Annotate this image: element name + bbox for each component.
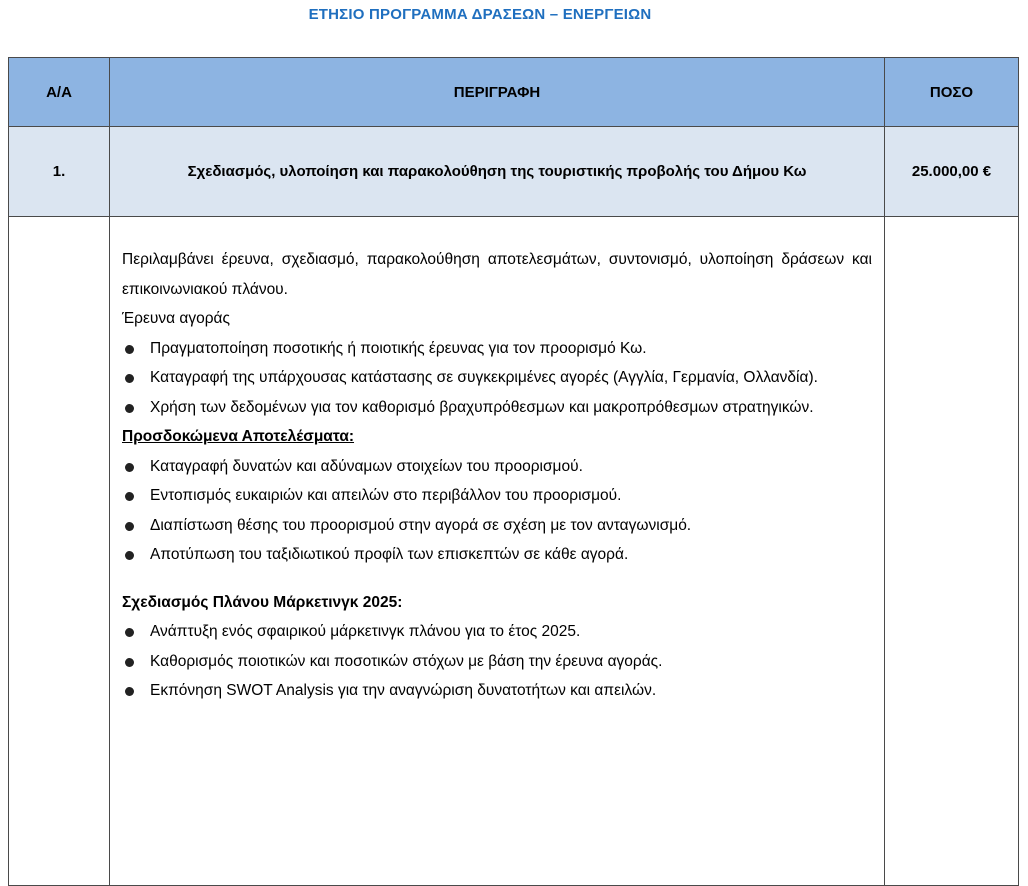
list-item-text: Χρήση των δεδομένων για τον καθορισμό βραχυπρόθεσμων και μακροπρόθεσμων στρατηγικών. [150, 398, 814, 416]
list-item-text: Καθορισμός ποιοτικών και ποσοτικών στόχων με βάση την έρευνα αγοράς. [150, 652, 663, 670]
bullet-icon [125, 687, 134, 696]
market-research-list [122, 334, 872, 423]
market-research-label: Έρευνα αγοράς [122, 310, 230, 327]
details-number-cell [9, 217, 110, 886]
intro-paragraph: Περιλαμβάνει έρευνα, σχεδιασμό, παρακολούθηση αποτελεσμάτων, συντονισμό, υλοποίηση δράσεων και επικοινωνιακού πλάνου. [122, 251, 872, 298]
list-item [122, 481, 872, 511]
list-item-text: Ανάπτυξη ενός σφαιρικού μάρκετινγκ πλάνου για το έτος 2025. [150, 623, 581, 640]
document-title: ΕΤΗΣΙΟ ΠΡΟΓΡΑΜΜΑ ΔΡΑΣΕΩΝ – ΕΝΕΡΓΕΙΩΝ [308, 6, 652, 23]
bullet-icon [125, 345, 134, 354]
row-amount: 25.000,00 € [885, 127, 1019, 217]
list-item [122, 617, 872, 647]
list-item [122, 334, 872, 364]
header-number: Α/Α [9, 58, 110, 127]
table-row-details [9, 217, 1019, 886]
list-item-text: Εντοπισμός ευκαιριών και απειλών στο περιβάλλον του προορισμού. [150, 487, 622, 504]
expected-results-label: Προσδοκώμενα Αποτελέσματα: [122, 428, 355, 445]
bullet-icon [125, 522, 134, 531]
bullet-icon [125, 658, 134, 667]
list-item [122, 647, 872, 677]
marketing-plan-label: Σχεδιασμός Πλάνου Μάρκετινγκ 2025: [122, 593, 403, 611]
bullet-icon [125, 463, 134, 472]
list-item [122, 676, 872, 706]
table-header-row [9, 58, 1019, 127]
header-description: ΠΕΡΙΓΡΑΦΗ [110, 58, 885, 127]
bullet-icon [125, 492, 134, 501]
details-amount-cell [885, 217, 1019, 886]
bullet-icon [125, 404, 134, 413]
list-item [122, 393, 872, 423]
row-number: 1. [9, 127, 110, 217]
row-description: Σχεδιασμός, υλοποίηση και παρακολούθηση της τουριστικής προβολής του Δήμου Κω [110, 127, 885, 217]
list-item-text: Διαπίστωση θέσης του προορισμού στην αγορά σε σχέση με τον ανταγωνισμό. [150, 516, 692, 534]
details-description-cell [110, 217, 885, 886]
list-item [122, 363, 872, 393]
list-item [122, 540, 872, 570]
list-item [122, 511, 872, 541]
list-item-text: Καταγραφή της υπάρχουσας κατάστασης σε συγκεκριμένες αγορές (Αγγλία, Γερμανία, Ολλανδία). [150, 369, 818, 386]
list-item [122, 452, 872, 482]
expected-results-list [122, 452, 872, 570]
bullet-icon [125, 551, 134, 560]
list-item-text: Πραγματοποίηση ποσοτικής ή ποιοτικής έρευνας για τον προορισμό Κω. [150, 339, 647, 357]
bullet-icon [125, 374, 134, 383]
bullet-icon [125, 628, 134, 637]
action-program-table [8, 57, 1019, 886]
list-item-text: Αποτύπωση του ταξιδιωτικού προφίλ των επισκεπτών σε κάθε αγορά. [150, 546, 629, 563]
list-item-text: Εκπόνηση SWOT Analysis για την αναγνώριση δυνατοτήτων και απειλών. [150, 682, 657, 699]
table-row [9, 127, 1019, 217]
marketing-plan-list [122, 617, 872, 706]
list-item-text: Καταγραφή δυνατών και αδύναμων στοιχείων του προορισμού. [150, 457, 583, 475]
header-amount: ΠΟΣΟ [885, 58, 1019, 127]
